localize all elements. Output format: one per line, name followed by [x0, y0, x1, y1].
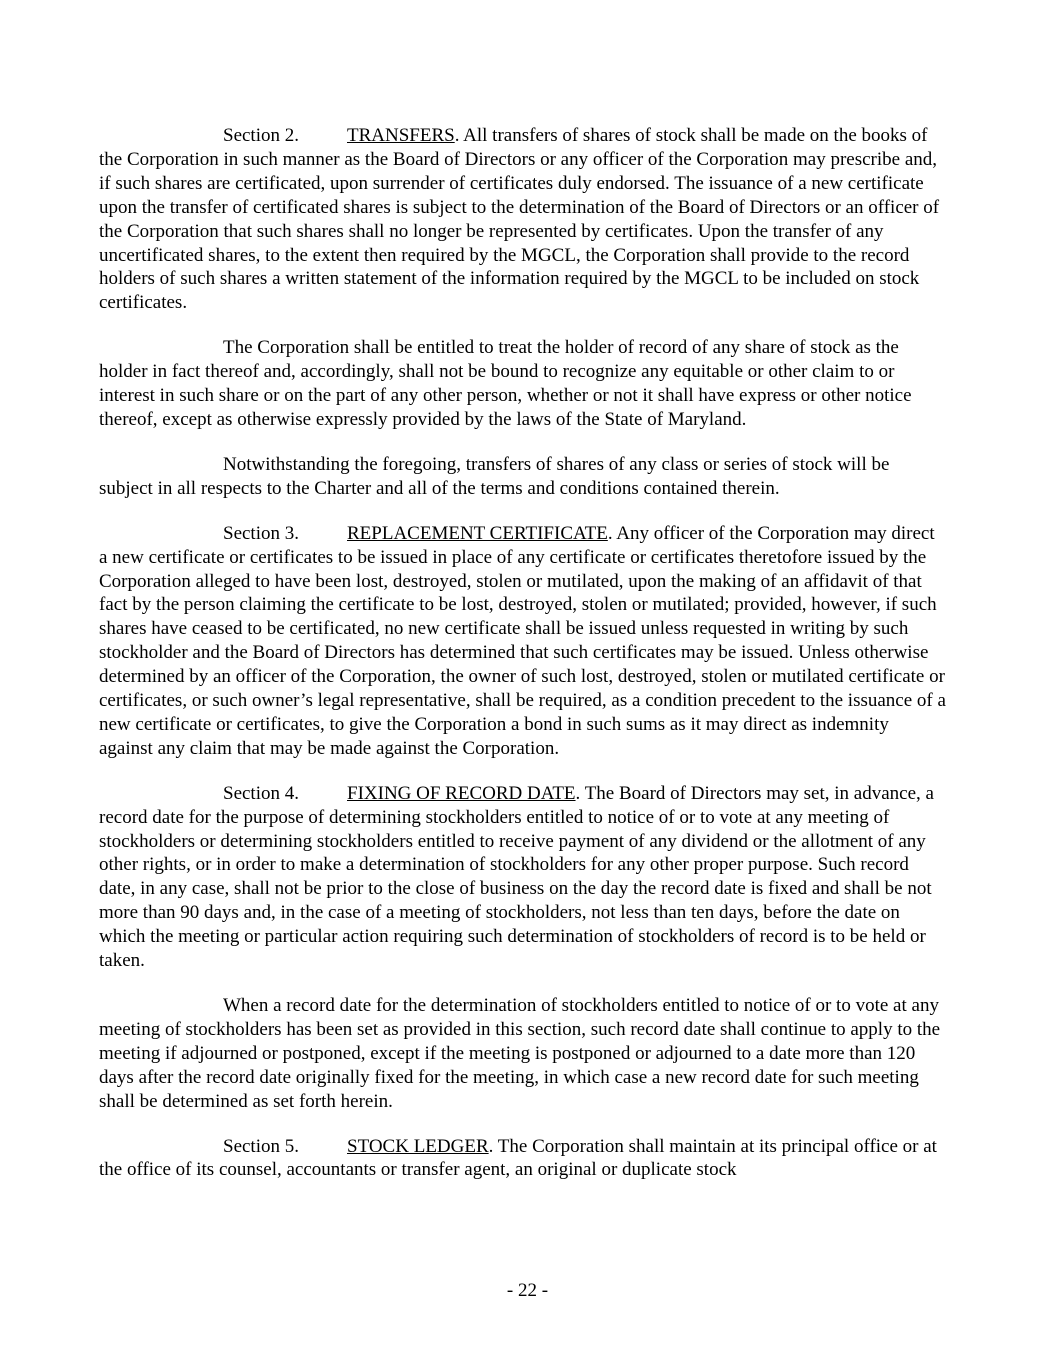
section-5-text: . The Corporation shall maintain at its principal office or at the office of its counsel, accountants or transfer agent, an original or duplicate stock [99, 1135, 937, 1181]
section-4-paragraph-2: When a record date for the determination of stockholders entitled to notice of or to vote at any meeting of stockholders has been set as provided in this section, such record date shall continue to apply to the meeting if adjourned or postponed, except if the meeting is postponed or adjourned to a date more than 120 days after the record date originally fixed for the meeting, in which case a new record date for such meeting shall be determined as set forth herein. [99, 995, 941, 1112]
section-3-text: . Any officer of the Corporation may direct a new certificate or certificates to be issued in place of any certificate or certificates theretofore issued by the Corporation alleged to have been lost, destroyed, stolen or mutilated, upon the making of an affidavit of that fact by the person claiming the certificate to be lost, destroyed, stolen or mutilated; provided, however, if such shares have ceased to be certificated, no new certificate shall be issued unless requested in writing by such stockholder and the Board of Directors has determined that such certificates may be issued. Unless otherwise determined by an officer of the Corporation, the owner of such lost, destroyed, stolen or mutilated certificate or certificates, or such owner’s legal representative, shall be required, as a condition precedent to the issuance of a new certificate or certificates, to give the Corporation a bond in such sums as it may direct as indemnity against any claim that may be made against the Corporation. [99, 522, 946, 759]
document-body [99, 124, 947, 1203]
section-2-paragraph [99, 124, 947, 315]
section-3-heading: REPLACEMENT CERTIFICATE [347, 522, 608, 544]
section-5-paragraph [99, 1135, 947, 1183]
section-5-heading: STOCK LEDGER [347, 1135, 489, 1157]
section-4-heading: FIXING OF RECORD DATE [347, 782, 576, 804]
section-2-paragraph-2: The Corporation shall be entitled to treat the holder of record of any share of stock as the holder in fact thereof and, accordingly, shall not be bound to recognize any equitable or other claim to or interest in such share or on the part of any other person, whether or not it shall have express or other notice thereof, except as otherwise expressly provided by the laws of the State of Maryland. [99, 337, 912, 430]
section-2-paragraph-3: Notwithstanding the foregoing, transfers of shares of any class or series of stock will be subject in all respects to the Charter and all of the terms and conditions contained therein. [99, 453, 890, 499]
section-3-paragraph [99, 522, 947, 761]
section-2-heading: TRANSFERS [347, 125, 455, 146]
page-number: - 22 - [506, 1280, 549, 1301]
section-2-label: Section 2. [223, 125, 299, 146]
section-4-text: . The Board of Directors may set, in advance, a record date for the purpose of determining stockholders entitled to notice of or to vote at any meeting of stockholders or determining stockholders entitled to receive payment of any dividend or the allotment of any other rights, or in order to make a determination of stockholders for any other proper purpose. Such record date, in any case, shall not be prior to the close of business on the day the record date is fixed and shall be not more than 90 days and, in the case of a meeting of stockholders, not less than ten days, before the date on which the meeting or particular action requiring such determination of stockholders of record is to be held or taken. [99, 782, 934, 972]
section-2-text: . All transfers of shares of stock shall be made on the books of the Corporation in such manner as the Board of Directors or any officer of the Corporation may prescribe and, if such shares are certificated, upon surrender of certificates duly endorsed. The issuance of a new certificate upon the transfer of certificated shares is subject to the determination of the Board of Directors or an officer of the Corporation that such shares shall no longer be represented by certificates. Upon the transfer of any uncertificated shares, to the extent then required by the MGCL, the Corporation shall provide to the record holders of such shares a written statement of the information required by the MGCL to be included on stock certificates. [99, 125, 940, 314]
section-5-label: Section 5. [223, 1135, 299, 1157]
section-4-paragraph [99, 782, 947, 973]
section-4-label: Section 4. [223, 782, 299, 804]
section-3-label: Section 3. [223, 522, 299, 544]
